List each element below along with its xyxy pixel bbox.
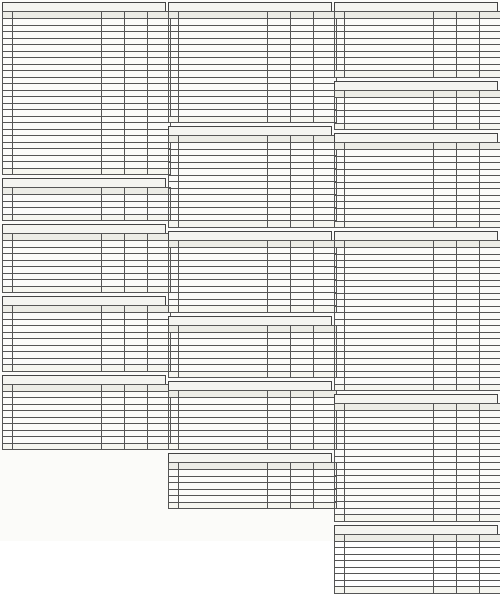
table-header-row [3,12,171,19]
table-cell [13,365,102,372]
column-header [125,12,148,19]
ledger-table [168,240,337,313]
table-cell [179,371,268,378]
section-title [2,296,166,305]
table-row [3,365,171,372]
ledger-table [168,135,337,228]
column-header [125,384,148,391]
table-cell [291,443,314,450]
column-header [3,306,13,313]
column-header [457,143,480,150]
section-title [2,178,166,187]
table-cell [169,306,179,313]
table-cell [345,71,434,78]
table-cell [291,116,314,123]
section-title [2,224,166,233]
column-header [3,188,13,195]
column-header [480,12,500,19]
column-header [268,391,291,398]
column-header [345,534,434,541]
column-header [291,240,314,247]
table-cell [268,116,291,123]
table-header-row [3,234,171,241]
ledger-table [168,11,337,123]
ledger-table [334,240,500,391]
table-cell [125,365,148,372]
column-header [291,391,314,398]
column-header [268,136,291,143]
table-cell [480,123,500,130]
table-row [335,515,500,522]
table-row [335,123,500,130]
table-header-row [169,463,337,470]
table-cell [434,515,457,522]
column-header [335,534,345,541]
column-header [3,234,13,241]
table-row [169,221,337,228]
column-header [291,136,314,143]
table-cell [434,384,457,391]
table-cell [125,286,148,293]
column-header [335,12,345,19]
column-header [434,404,457,411]
column-header [434,12,457,19]
column-header [434,90,457,97]
column-header [13,306,102,313]
section-title [334,394,498,403]
ledger-table [168,325,337,379]
table-cell [3,443,13,450]
ledger-table [334,11,500,78]
table-cell [457,587,480,594]
table-header-row [335,12,500,19]
section-title [168,316,332,325]
column-header [291,12,314,19]
table-cell [480,221,500,228]
table-header-row [3,306,171,313]
table-cell [335,71,345,78]
column-header [345,12,434,19]
table-row [335,384,500,391]
table-cell [434,221,457,228]
ledger-column-left [2,2,166,453]
section-title [168,231,332,240]
table-cell [13,443,102,450]
column-header [3,12,13,19]
column-header [335,404,345,411]
column-header [268,325,291,332]
column-header [169,12,179,19]
table-cell [13,168,102,175]
table-cell [169,371,179,378]
column-header [345,90,434,97]
table-header-row [169,391,337,398]
column-header [179,12,268,19]
table-cell [345,221,434,228]
table-cell [457,221,480,228]
ledger-table [334,142,500,228]
table-cell [13,214,102,221]
table-header-row [335,241,500,248]
table-cell [3,365,13,372]
table-cell [480,71,500,78]
column-header [179,391,268,398]
column-header [480,534,500,541]
section-title [334,81,498,90]
ledger-table [2,11,171,175]
table-cell [179,221,268,228]
table-header-row [335,143,500,150]
column-header [457,12,480,19]
table-cell [268,371,291,378]
table-cell [335,123,345,130]
table-header-row [3,188,171,195]
column-header [102,188,125,195]
column-header [169,136,179,143]
table-cell [169,116,179,123]
table-cell [102,443,125,450]
column-header [125,306,148,313]
ledger-column-middle [168,2,332,512]
table-cell [3,286,13,293]
ledger-table [2,384,171,451]
table-cell [102,168,125,175]
table-row [169,443,337,450]
table-cell [457,123,480,130]
table-cell [179,502,268,509]
table-cell [480,515,500,522]
column-header [268,240,291,247]
column-header [179,136,268,143]
table-cell [480,384,500,391]
table-header-row [169,136,337,143]
table-header-row [169,12,337,19]
table-header-row [335,90,500,97]
table-row [3,168,171,175]
column-header [335,90,345,97]
column-header [169,391,179,398]
table-cell [480,587,500,594]
table-cell [125,168,148,175]
column-header [169,463,179,470]
column-header [434,241,457,248]
table-cell [345,515,434,522]
table-row [169,502,337,509]
table-cell [335,221,345,228]
section-title [334,133,498,142]
table-cell [434,587,457,594]
column-header [268,12,291,19]
column-header [169,240,179,247]
table-cell [102,365,125,372]
column-header [179,240,268,247]
column-header [13,384,102,391]
table-cell [179,306,268,313]
table-row [169,371,337,378]
column-header [291,325,314,332]
table-cell [291,371,314,378]
column-header [3,384,13,391]
column-header [169,325,179,332]
column-header [457,241,480,248]
column-header [480,241,500,248]
table-cell [179,443,268,450]
table-cell [335,515,345,522]
column-header [345,404,434,411]
table-header-row [169,240,337,247]
table-cell [125,214,148,221]
section-title [334,2,498,11]
table-cell [345,384,434,391]
section-title [168,453,332,462]
section-title [168,381,332,390]
column-header [480,143,500,150]
column-header [13,188,102,195]
column-header [457,404,480,411]
column-header [457,90,480,97]
table-row [335,71,500,78]
section-title [334,525,498,534]
section-title [168,2,332,11]
table-cell [457,384,480,391]
table-cell [335,587,345,594]
ledger-table [334,403,500,522]
column-header [179,325,268,332]
table-cell [457,71,480,78]
column-header [345,143,434,150]
column-header [480,90,500,97]
table-row [169,306,337,313]
table-cell [434,123,457,130]
ledger-table [334,534,500,594]
table-cell [13,286,102,293]
column-header [457,534,480,541]
ledger-table [2,233,171,293]
table-cell [179,116,268,123]
ledger-table [168,390,337,450]
table-cell [335,384,345,391]
table-row [3,286,171,293]
ledger-table [334,90,500,131]
table-row [169,116,337,123]
column-header [179,463,268,470]
column-header [13,12,102,19]
table-header-row [335,534,500,541]
section-title [168,126,332,135]
column-header [434,534,457,541]
column-header [434,143,457,150]
column-header [345,241,434,248]
table-cell [291,502,314,509]
table-header-row [335,404,500,411]
table-row [3,214,171,221]
column-header [125,188,148,195]
table-header-row [169,325,337,332]
table-cell [169,502,179,509]
table-cell [3,168,13,175]
table-cell [169,443,179,450]
column-header [102,12,125,19]
column-header [102,306,125,313]
ledger-column-right [334,2,498,597]
table-cell [268,502,291,509]
table-cell [102,214,125,221]
table-cell [345,587,434,594]
table-cell [291,306,314,313]
table-row [335,587,500,594]
table-cell [457,515,480,522]
table-row [335,221,500,228]
table-cell [169,221,179,228]
ledger-table [168,462,337,509]
ledger-table [2,305,171,372]
column-header [291,463,314,470]
table-cell [125,443,148,450]
column-header [125,234,148,241]
table-cell [268,306,291,313]
column-header [480,404,500,411]
column-header [13,234,102,241]
table-cell [345,123,434,130]
table-header-row [3,384,171,391]
column-header [102,234,125,241]
table-cell [291,221,314,228]
column-header [335,143,345,150]
table-cell [434,71,457,78]
table-row [3,443,171,450]
table-cell [3,214,13,221]
column-header [102,384,125,391]
section-title [2,2,166,11]
section-title [2,375,166,384]
table-cell [102,286,125,293]
section-title [334,231,498,240]
table-cell [268,443,291,450]
column-header [268,463,291,470]
column-header [335,241,345,248]
ledger-table [2,187,171,221]
table-cell [268,221,291,228]
